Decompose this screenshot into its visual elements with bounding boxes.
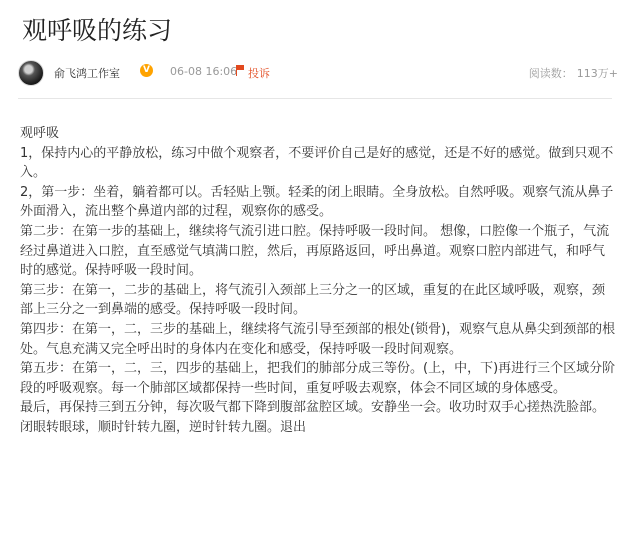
read-count-value: 113万+: [576, 67, 618, 80]
article-meta: [18, 60, 618, 86]
verified-badge-icon: V: [140, 64, 153, 77]
author-name[interactable]: 俞飞鸿工作室: [54, 67, 120, 80]
paragraph: 第三步：在第一，二步的基础上，将气流引入颈部上三分之一的区域，重复的在此区域呼吸，观察，颈部上三分之一到鼻端的感受。保持呼吸一段时间。: [20, 282, 606, 318]
paragraph: 第五步：在第一，二，三，四步的基础上，把我们的肺部分成三等份。(上，中，下)再进行三个区域分阶段的呼吸观察。每一个肺部区域都保持一些时间，重复呼吸去观察，体会不同区域的身体感受。: [20, 361, 616, 396]
avatar[interactable]: [18, 60, 44, 86]
flag-icon[interactable]: [236, 65, 246, 76]
paragraph: 最后，再保持三到五分钟，每次吸气都下降到腹部盆腔区域。安静坐一会。收功时双手心搓热洗脸部。闭眼转眼球，顺时针转九圈，逆时针转九圈。退出: [20, 400, 606, 435]
read-count: [529, 65, 618, 81]
paragraph: 第二步：在第一步的基础上，继续将气流引进口腔。保持呼吸一段时间。 想像，口腔像一个瓶子，气流经过鼻道进入口腔，直至感觉气填满口腔，然后，再原路返回，呼出鼻道。观察口腔内部进气，和呼气时的感觉。保持呼吸一段时间。: [20, 223, 610, 279]
article-body: [20, 124, 616, 438]
publish-date: 06-08 16:06: [170, 65, 238, 78]
paragraph: 2，第一步：坐着，躺着都可以。舌轻贴上颚。轻柔的闭上眼睛。全身放松。自然呼吸。观察气流从鼻子外面滑入，流出整个鼻道内部的过程，观察你的感受。: [20, 184, 614, 220]
paragraph: 第四步：在第一，二，三步的基础上，继续将气流引导至颈部的根处(锁骨)，观察气息从鼻尖到颈部的根处。气息充满又完全呼出时的身体内在变化和感受，保持呼吸一段时间观察。: [20, 321, 616, 357]
article-title: 观呼吸的练习: [22, 16, 173, 45]
divider: [18, 98, 612, 99]
paragraph: 1，保持内心的平静放松，练习中做个观察者，不要评价自己是好的感觉，还是不好的感觉。做到只观不入。: [20, 145, 614, 181]
report-link[interactable]: 投诉: [248, 67, 270, 80]
paragraph-heading: 观呼吸: [20, 126, 60, 141]
read-count-label: 阅读数：: [528, 67, 573, 80]
